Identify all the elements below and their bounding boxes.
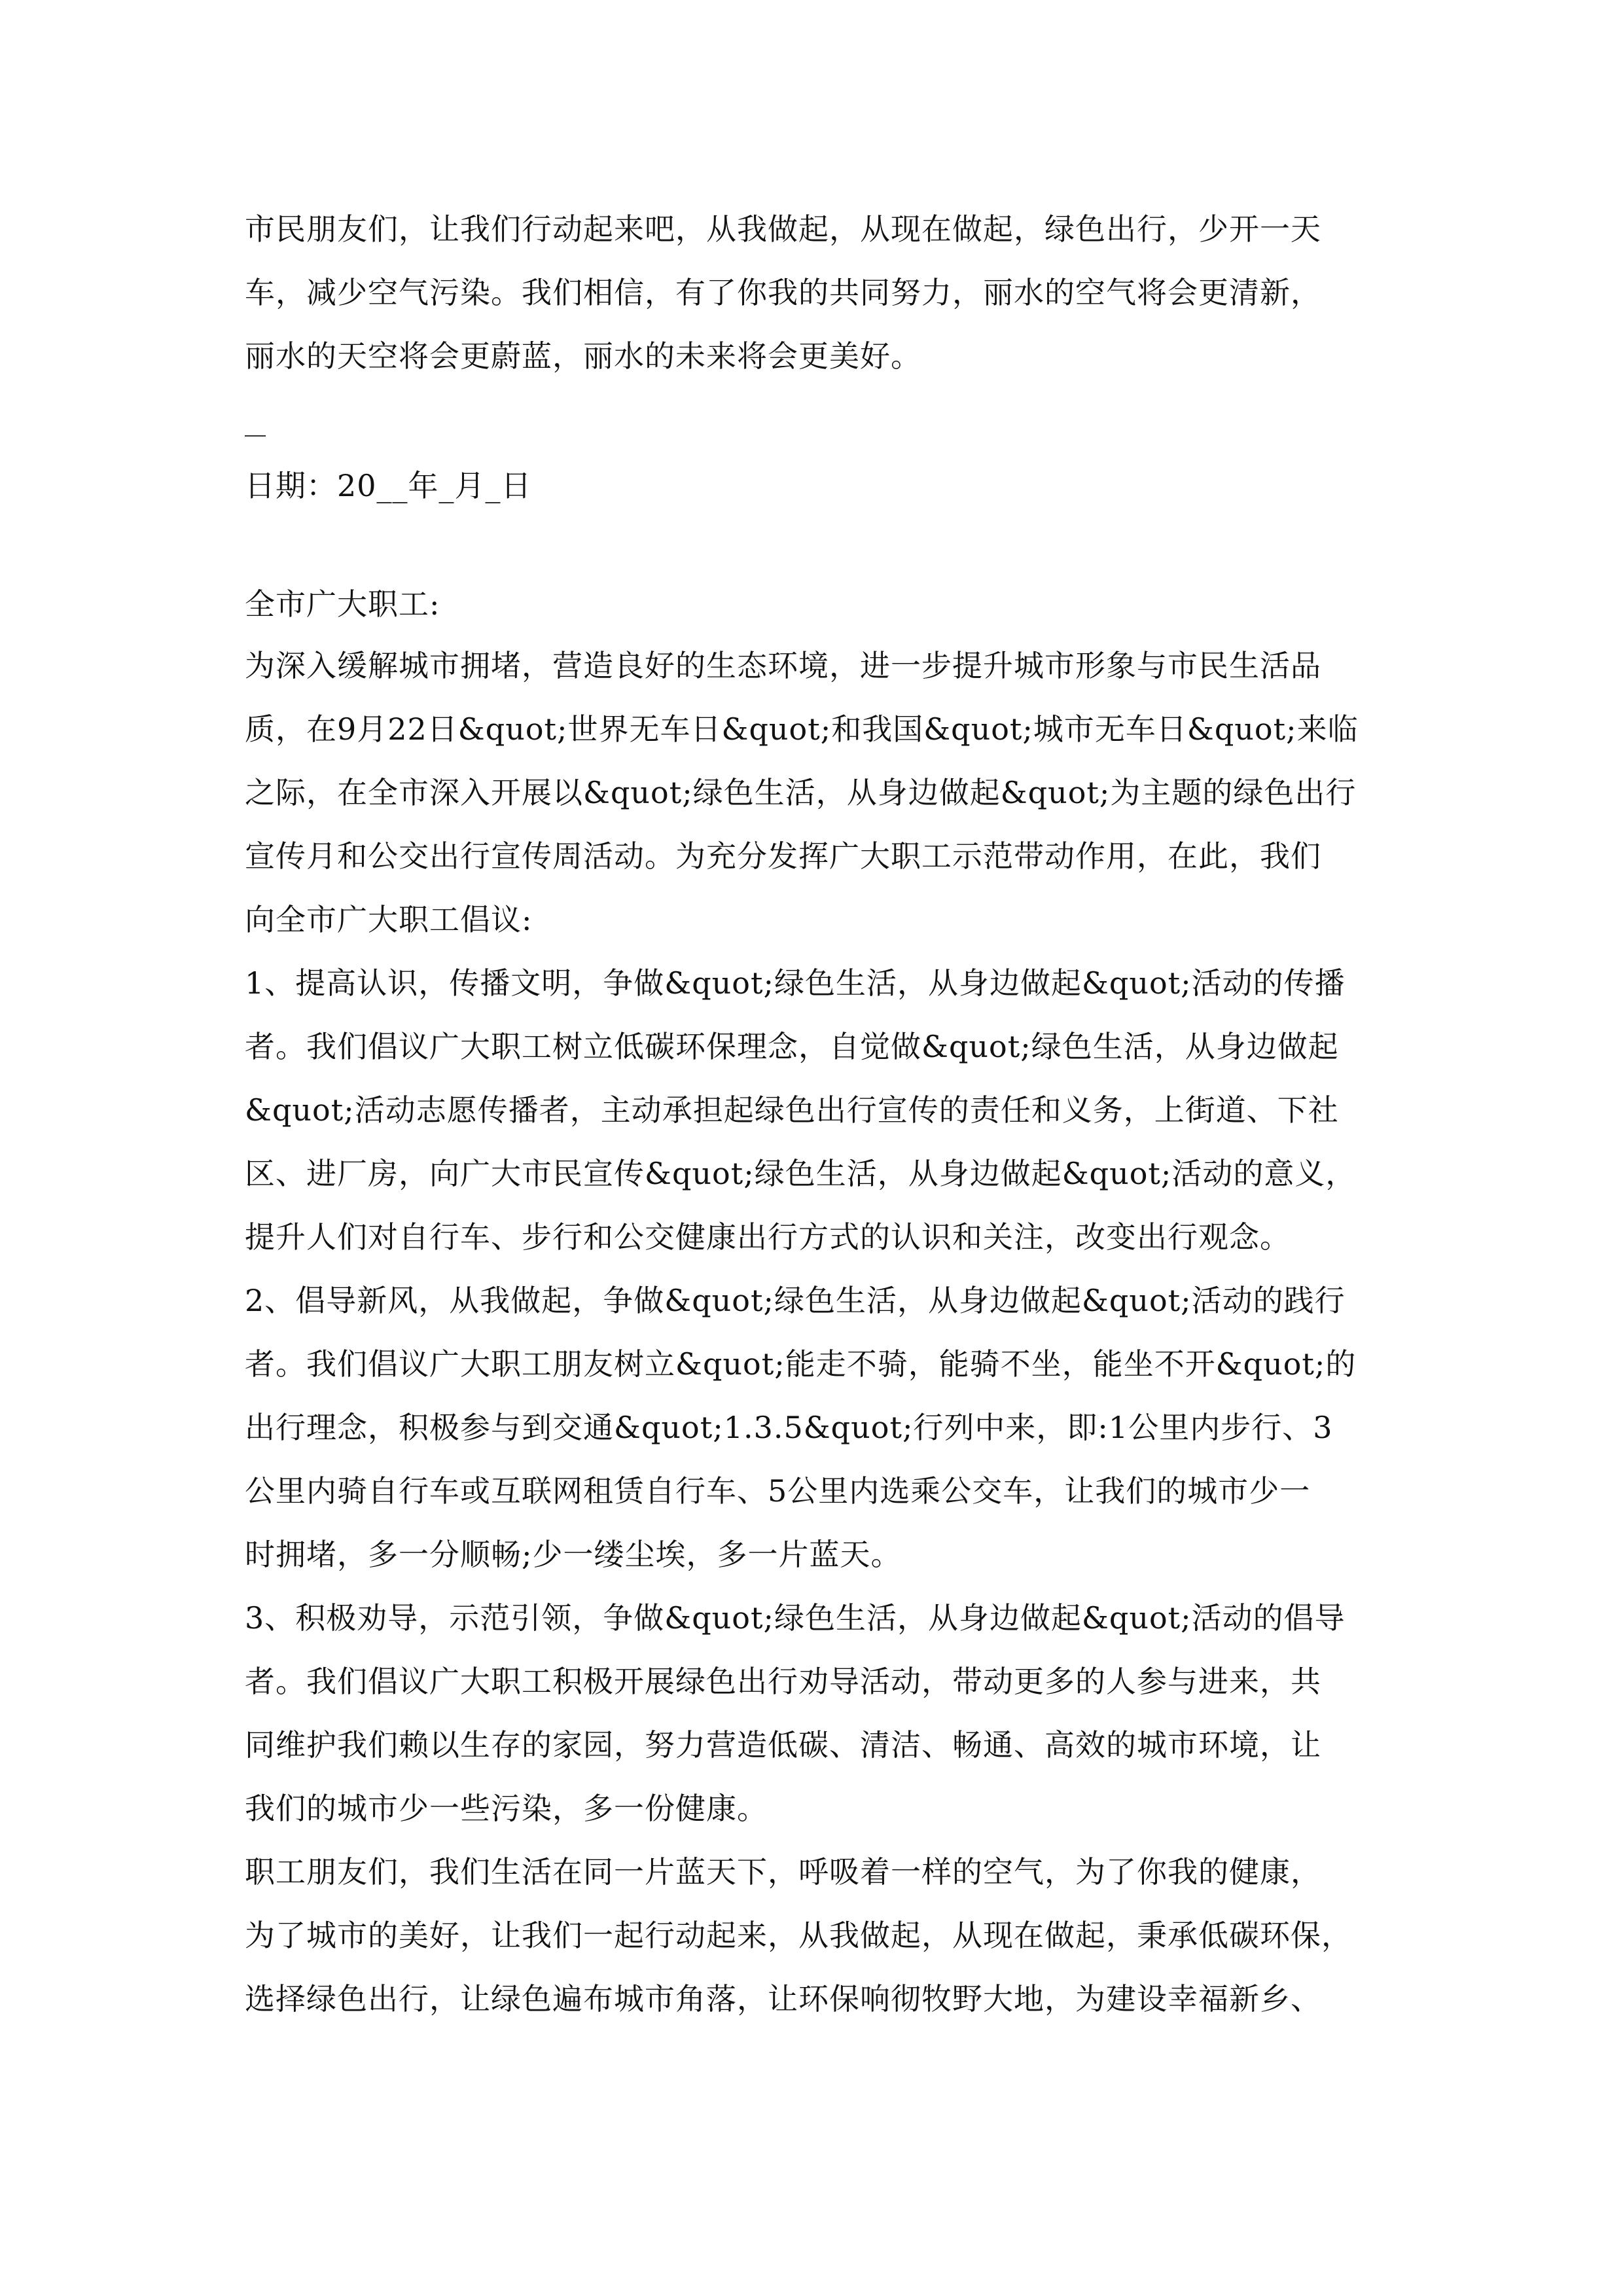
paragraph-line: 公里内骑自行车或互联网租赁自行车、5公里内选乘公交车，让我们的城市少一 xyxy=(245,1473,1311,1509)
salutation: 全市广大职工: xyxy=(245,586,440,622)
paragraph-line: 我们的城市少一些污染，多一份健康。 xyxy=(245,1791,768,1826)
paragraph-line: 2、倡导新风，从我做起，争做&quot;绿色生活，从身边做起&quot;活动的践行 xyxy=(245,1283,1346,1318)
paragraph-line: 职工朋友们，我们生活在同一片蓝天下，呼吸着一样的空气，为了你我的健康， xyxy=(245,1854,1321,1890)
paragraph-line: 提升人们对自行车、步行和公交健康出行方式的认识和关注，改变出行观念。 xyxy=(245,1219,1291,1255)
paragraph-line: 1、提高认识，传播文明，争做&quot;绿色生活，从身边做起&quot;活动的传播 xyxy=(245,965,1346,1001)
paragraph-line: 选择绿色出行，让绿色遍布城市角落，让环保响彻牧野大地，为建设幸福新乡、 xyxy=(245,1981,1321,2017)
separator-dash xyxy=(245,435,266,437)
paragraph-line: 质，在9月22日&quot;世界无车日&quot;和我国&quot;城市无车日&quot;来临 xyxy=(245,711,1359,747)
paragraph-line: 宣传月和公交出行宣传周活动。为充分发挥广大职工示范带动作用，在此，我们 xyxy=(245,838,1321,874)
paragraph-line: 区、进厂房，向广大市民宣传&quot;绿色生活，从身边做起&quot;活动的意义， xyxy=(245,1156,1357,1191)
paragraph-line: 为深入缓解城市拥堵，营造良好的生态环境，进一步提升城市形象与市民生活品 xyxy=(245,648,1321,683)
paragraph-line: 3、积极劝导，示范引领，争做&quot;绿色生活，从身边做起&quot;活动的倡导 xyxy=(245,1600,1346,1636)
paragraph-line: 车，减少空气污染。我们相信，有了你我的共同努力，丽水的空气将会更清新， xyxy=(245,275,1321,310)
paragraph-line: 时拥堵，多一分顺畅;少一缕尘埃，多一片蓝天。 xyxy=(245,1537,902,1572)
paragraph-line: 为了城市的美好，让我们一起行动起来，从我做起，从现在做起，秉承低碳环保， xyxy=(245,1918,1352,1953)
paragraph-line: 同维护我们赖以生存的家园，努力营造低碳、清洁、畅通、高效的城市环境，让 xyxy=(245,1727,1321,1763)
paragraph-line: 丽水的天空将会更蔚蓝，丽水的未来将会更美好。 xyxy=(245,338,921,374)
paragraph-line: 向全市广大职工倡议: xyxy=(245,902,533,937)
paragraph-line: 者。我们倡议广大职工树立低碳环保理念，自觉做&quot;绿色生活，从身边做起 xyxy=(245,1029,1339,1064)
paragraph-line: 市民朋友们，让我们行动起来吧，从我做起，从现在做起，绿色出行，少开一天 xyxy=(245,211,1321,247)
paragraph-line: 者。我们倡议广大职工积极开展绿色出行劝导活动，带动更多的人参与进来，共 xyxy=(245,1664,1321,1699)
paragraph-line: 出行理念，积极参与到交通&quot;1.3.5&quot;行列中来，即:1公里内步行、3 xyxy=(245,1410,1333,1445)
paragraph-line: 者。我们倡议广大职工朋友树立&quot;能走不骑，能骑不坐，能坐不开&quot;的 xyxy=(245,1346,1357,1382)
date-line: 日期：20__年_月_日 xyxy=(245,468,532,503)
paragraph-line: &quot;活动志愿传播者，主动承担起绿色出行宣传的责任和义务，上街道、下社 xyxy=(245,1092,1339,1128)
paragraph-line: 之际，在全市深入开展以&quot;绿色生活，从身边做起&quot;为主题的绿色出行 xyxy=(245,775,1357,810)
